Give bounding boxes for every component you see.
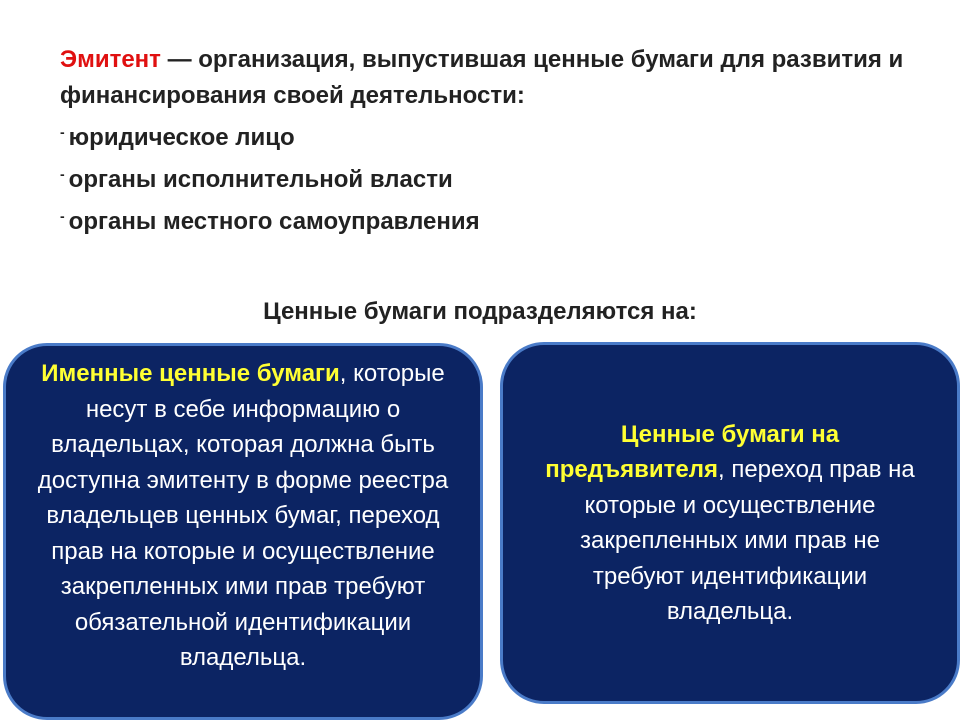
bullet-marker: - [60, 166, 65, 182]
card-content [533, 417, 927, 630]
bullet-marker: - [60, 208, 65, 224]
definition-term: Эмитент [60, 46, 161, 73]
bearer-securities-card [500, 342, 960, 704]
section-subtitle: Ценные бумаги подразделяются на: [263, 298, 697, 325]
card-text: , которые несут в себе информацию о владельцах, которая должна быть доступна эмитенту в форме реестра владельцев ценных бумаг, переход прав на которые и осуществление закрепленных ими прав требуют обязательной идентификации владельца. [37, 360, 449, 671]
definition-paragraph [60, 42, 920, 114]
definition-bullet-list [60, 114, 920, 240]
bullet-text: органы местного самоуправления [68, 208, 480, 235]
card-highlight: Именные ценные бумаги [41, 360, 340, 387]
bullet-text: органы исполнительной власти [68, 166, 453, 193]
bullet-text: юридическое лицо [68, 124, 295, 151]
bullet-item [60, 114, 920, 156]
card-text: , переход прав на которые и осуществление закрепленных ими прав не требуют идентификации владельца. [579, 456, 915, 625]
card-highlight: Ценные бумаги на предъявителя [545, 420, 840, 483]
definition-block [60, 42, 920, 240]
bullet-item [60, 156, 920, 198]
definition-text: — организация, выпустившая ценные бумаги для развития и финансирования своей деятельности: [60, 46, 904, 109]
registered-securities-card [3, 343, 483, 720]
card-content [30, 356, 456, 676]
bullet-marker: - [60, 124, 65, 140]
bullet-item [60, 198, 920, 240]
